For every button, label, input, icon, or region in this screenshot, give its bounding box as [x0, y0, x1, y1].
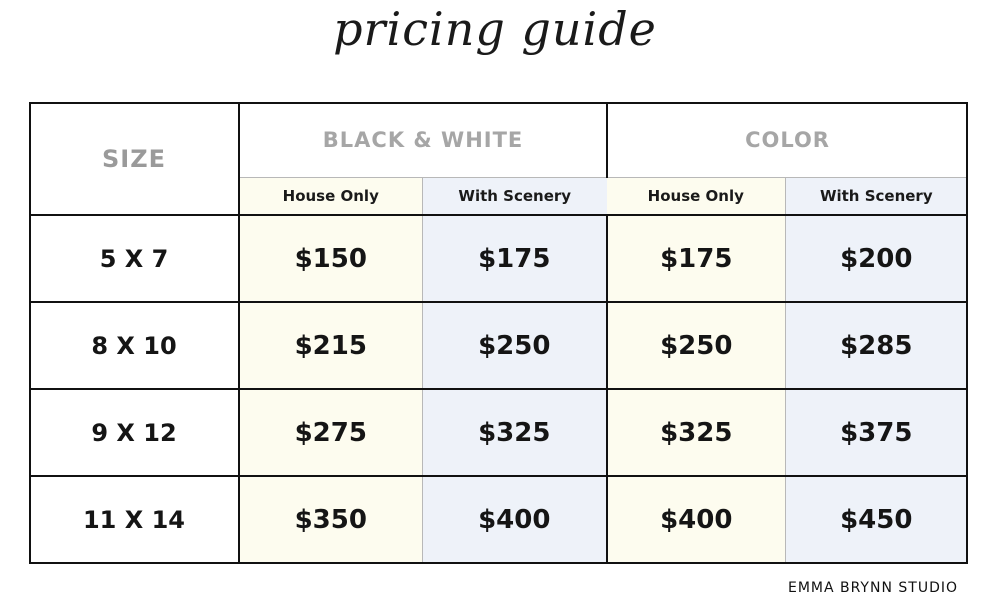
price-cell: $215: [239, 302, 422, 389]
price-cell: $285: [785, 302, 967, 389]
color-with-scenery-header: With Scenery: [785, 177, 967, 215]
table-row: [30, 215, 967, 302]
price-cell: $375: [785, 389, 967, 476]
size-cell: 11 X 14: [30, 476, 239, 563]
price-cell: $400: [607, 476, 785, 563]
bw-house-only-header: House Only: [239, 177, 422, 215]
size-cell: 9 X 12: [30, 389, 239, 476]
table-row: [30, 389, 967, 476]
price-cell: $325: [607, 389, 785, 476]
bw-with-scenery-header: With Scenery: [422, 177, 607, 215]
price-cell: $350: [239, 476, 422, 563]
price-cell: $175: [422, 215, 607, 302]
price-cell: $200: [785, 215, 967, 302]
table-row: [30, 302, 967, 389]
color-group-header: COLOR: [607, 103, 967, 177]
price-cell: $250: [422, 302, 607, 389]
page-title: pricing guide: [333, 2, 657, 56]
size-cell: 8 X 10: [30, 302, 239, 389]
price-cell: $325: [422, 389, 607, 476]
black-white-group-header: BLACK & WHITE: [239, 103, 607, 177]
size-column-header: SIZE: [30, 103, 239, 215]
price-cell: $175: [607, 215, 785, 302]
price-cell: $150: [239, 215, 422, 302]
size-cell: 5 X 7: [30, 215, 239, 302]
color-house-only-header: House Only: [607, 177, 785, 215]
pricing-table: [30, 103, 967, 563]
price-cell: $400: [422, 476, 607, 563]
group-header-row: [30, 103, 967, 177]
price-cell: $450: [785, 476, 967, 563]
table-row: [30, 476, 967, 563]
price-cell: $275: [239, 389, 422, 476]
studio-name: EMMA BRYNN STUDIO: [787, 580, 958, 596]
price-cell: $250: [607, 302, 785, 389]
